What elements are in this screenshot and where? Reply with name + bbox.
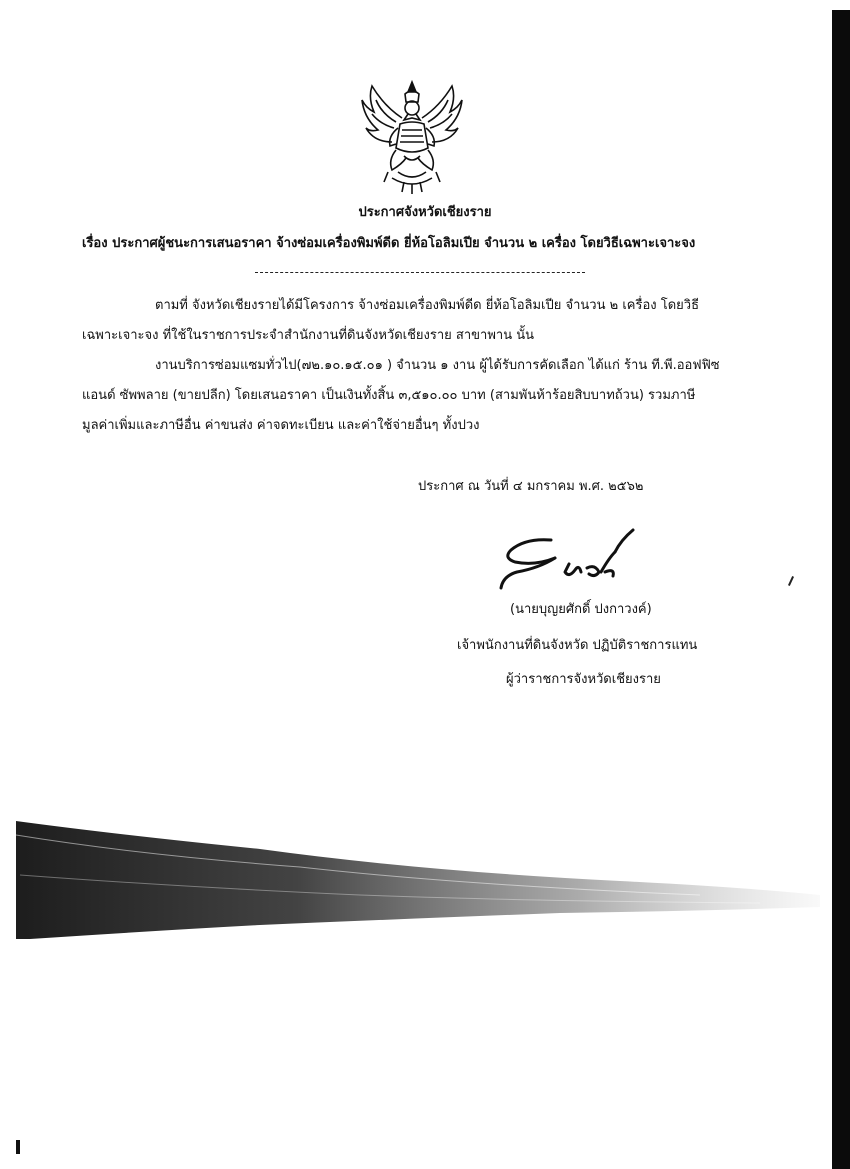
scan-smudge: [0, 815, 850, 955]
body-paragraph-1-line-2: เฉพาะเจาะจง ที่ใช้ในราชการประจำสำนักงานที่ดินจังหวัดเชียงราย สาขาพาน นั้น: [82, 328, 535, 343]
document-title: ประกาศจังหวัดเชียงราย: [358, 205, 492, 220]
stray-mark: [788, 576, 794, 586]
body-paragraph-2-line-1: งานบริการซ่อมแซมทั่วไป(๗๒.๑๐.๑๕.๐๑ ) จำนวน ๑ งาน ผู้ได้รับการคัดเลือก ได้แก่ ร้าน ที.พี.ออฟฟิซ: [155, 358, 720, 373]
signatory-on-behalf-of: ผู้ว่าราชการจังหวัดเชียงราย: [506, 672, 661, 687]
dateline: ประกาศ ณ วันที่ ๔ มกราคม พ.ศ. ๒๕๖๒: [418, 479, 644, 494]
scan-mark: [16, 1140, 20, 1154]
body-paragraph-2-line-3: มูลค่าเพิ่มและภาษีอื่น ค่าขนส่ง ค่าจดทะเบียน และค่าใช้จ่ายอื่นๆ ทั้งปวง: [82, 418, 480, 433]
signatory-name: (นายบุญยศักดิ์ ปงกาวงค์): [510, 602, 652, 617]
body-paragraph-1-line-1: ตามที่ จังหวัดเชียงรายได้มีโครงการ จ้างซ่อมเครื่องพิมพ์ดีด ยี่ห้อโอลิมเปีย จำนวน ๒ เครื่อง โดยวิธี: [155, 298, 700, 313]
scan-edge: [832, 10, 850, 1169]
signatory-position: เจ้าพนักงานที่ดินจังหวัด ปฏิบัติราชการแทน: [457, 638, 698, 653]
divider-line: [255, 272, 585, 273]
handwritten-signature-icon: [495, 528, 665, 598]
document-subject: เรื่อง ประกาศผู้ชนะการเสนอราคา จ้างซ่อมเครื่องพิมพ์ดีด ยี่ห้อโอลิมเปีย จำนวน ๒ เครื่อง โดยวิธีเฉพาะเจาะจง: [82, 236, 696, 251]
body-paragraph-2-line-2: แอนด์ ซัพพลาย (ขายปลีก) โดยเสนอราคา เป็นเงินทั้งสิ้น ๓,๕๑๐.๐๐ บาท (สามพันห้าร้อยสิบบาทถ้วน) รวมภาษี: [82, 388, 696, 403]
garuda-emblem-icon: [358, 78, 466, 196]
